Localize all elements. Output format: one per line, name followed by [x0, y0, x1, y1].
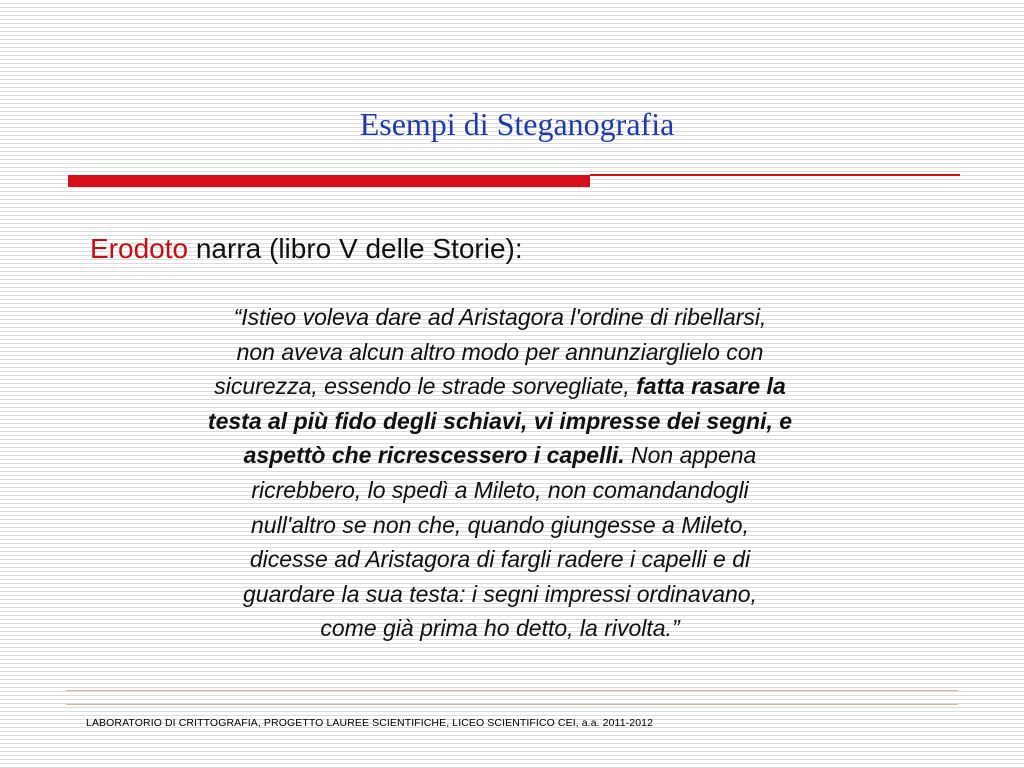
title-underline-thick: [68, 175, 590, 187]
intro-line: [90, 230, 523, 268]
intro-highlight: Erodoto: [90, 233, 189, 264]
footer-rule-top: [66, 690, 958, 691]
slide-title: Esempi di Steganografia: [359, 106, 675, 142]
quote-line: guardare la sua testa: i segni impressi ordinavano,: [243, 580, 757, 607]
quote-emphasis: fatta rasare la: [636, 373, 786, 400]
footer-rule-bottom: [66, 704, 958, 705]
quote-text: Non appena: [624, 442, 757, 469]
quote-emphasis: testa al più fido degli schiavi, vi impresse dei segni, e: [207, 407, 793, 434]
intro-text: narra (libro V delle Storie):: [188, 233, 523, 264]
quote-line: “Istieo voleva dare ad Aristagora l'ordine di ribellarsi,: [233, 304, 767, 330]
footer-text: LABORATORIO DI CRITTOGRAFIA, PROGETTO LAUREE SCIENTIFICHE, LICEO SCIENTIFICO CEI, a.a. 2011-2012: [86, 717, 654, 729]
quote-line: [130, 369, 870, 404]
quote-line: [130, 438, 870, 473]
quote-line: non aveva alcun altro modo per annunziarglielo con: [236, 338, 764, 365]
herodotus-quote: [130, 300, 870, 646]
quote-line: [130, 404, 870, 439]
quote-emphasis: aspettò che ricrescessero i capelli.: [243, 442, 625, 469]
title-underline-thin: [590, 174, 960, 176]
quote-line: null'altro se non che, quando giungesse a Mileto,: [251, 511, 749, 538]
quote-text: sicurezza, essendo le strade sorvegliate,: [214, 373, 637, 400]
quote-line: ricrebbero, lo spedì a Mileto, non comandandogli: [251, 476, 749, 503]
quote-line: come già prima ho detto, la rivolta.”: [320, 615, 680, 642]
quote-line: dicesse ad Aristagora di fargli radere i capelli e di: [249, 546, 751, 573]
